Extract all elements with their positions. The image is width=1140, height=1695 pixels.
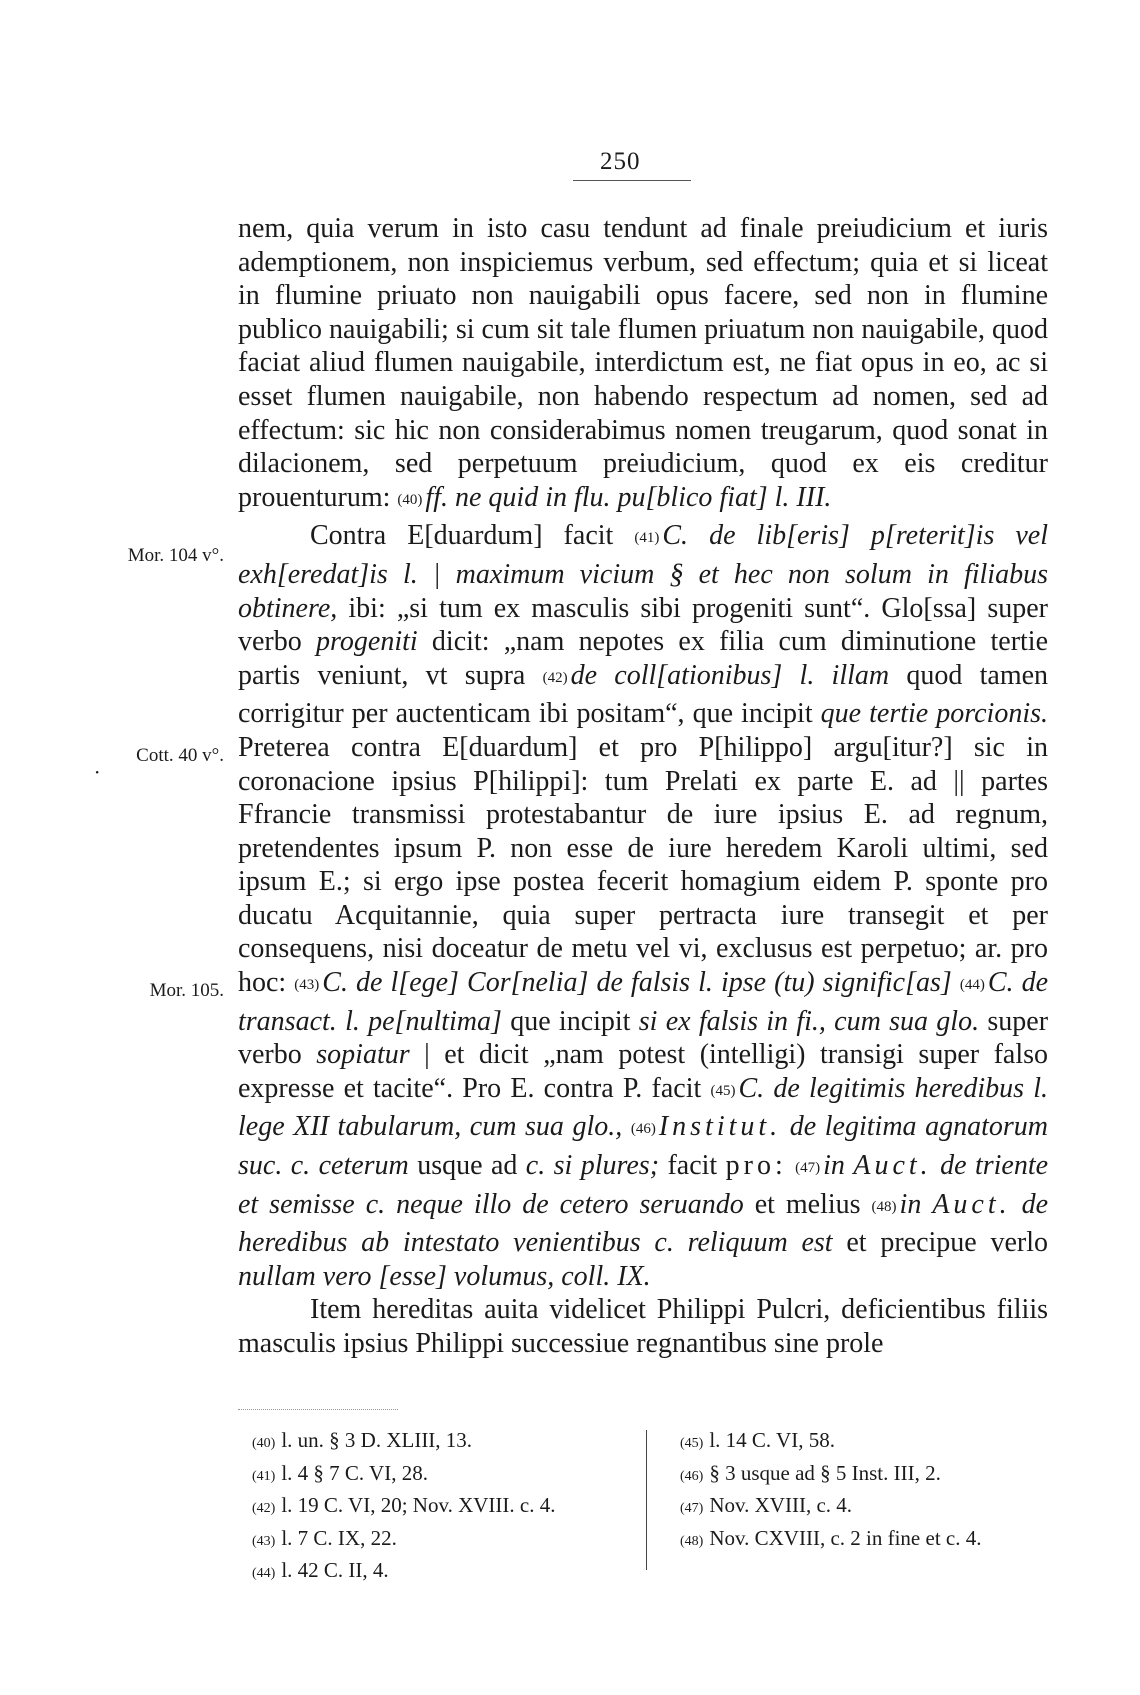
text-segment: Preterea contra E[duardum] et pro P[hilippo] argu[itur?] sic in coronacione ipsius P[hilippi]: tum Prelati ex parte E. ad || partes Ffrancie transmissi protestabantur de iure ipsius E. ad regnum, pretendentes ipsum P. non esse de iure heredem Karoli ultimi, sed ipsum E.; si ergo ipse postea fecerit homagium eidem P. sponte pro ducatu Acquitannie, quia super pertracta iure transegit et per consequens, nisi doceatur de metu vel vi, exclusus est perpetuo; ar. pro hoc:	[238, 731, 1048, 999]
footnote-text: Nov. CXVIII, c. 2 in fine et c. 4.	[709, 1525, 982, 1550]
citation: si ex falsis in fi., cum sua glo.	[638, 1005, 980, 1037]
footnote	[680, 1426, 1060, 1459]
page-number: 250	[600, 148, 641, 175]
paragraph-3: Item hereditas auita videlicet Philippi Pulcri, deficientibus filiis masculis ipsius Philippi successiue regnantibus sine prole	[238, 1294, 1048, 1359]
footnote	[252, 1524, 642, 1557]
footnote-number: (45)	[680, 1436, 704, 1451]
margin-note-cott-40: Cott. 40 v°.	[136, 745, 224, 766]
margin-dot: ·	[94, 760, 101, 784]
text-segment: quod tamen corrigitur per auctenticam ibi positam“, que incipit	[238, 659, 1049, 730]
paragraph-1	[238, 212, 1048, 519]
main-text	[238, 212, 1048, 1361]
citation: C. de l[ege] Cor[nelia] de falsis l. ipse (tu) signific[as]	[322, 967, 952, 999]
footnote	[680, 1491, 1060, 1524]
citation: in	[899, 1188, 922, 1220]
footnotes-right-column	[680, 1426, 1060, 1556]
text-segment: et melius	[754, 1188, 861, 1220]
footnote-number: (41)	[252, 1468, 276, 1484]
text-segment: | et dicit „nam potest (intelligi) transigi super falso expresse et tacite“. Pro E. contra P. facit	[238, 1039, 1048, 1104]
text-segment: pro:	[725, 1150, 787, 1182]
footnote-ref-47: (47)	[795, 1160, 821, 1177]
footnote-number: (42)	[252, 1501, 276, 1516]
footnote-text: l. 42 C. II, 4.	[281, 1558, 389, 1582]
footnote-number: (48)	[680, 1533, 704, 1549]
text-segment: dicit: „nam nepotes ex filia cum diminutione tertie partis veniunt, vt supra	[238, 626, 1049, 691]
footnote-number: (43)	[252, 1533, 276, 1549]
margin-note-mor-105: Mor. 105.	[149, 980, 224, 1001]
citation: de heredibus ab intestato venientibus c. reliquum est	[238, 1188, 1049, 1259]
text-segment: que incipit	[510, 1005, 631, 1037]
citation: C. de legitimis heredibus l. lege XII tabularum, cum sua glo.,	[238, 1072, 1049, 1143]
footnote-number: (47)	[680, 1501, 704, 1516]
footnote-text: l. 14 C. VI, 58.	[709, 1428, 835, 1452]
citation: de triente et semisse c. neque illo de cetero seruando	[238, 1150, 1049, 1220]
citation: de coll[ationibus] l. illam	[570, 659, 890, 691]
citation: sopiatur	[316, 1039, 410, 1071]
margin-note-mor-104: Mor. 104 v°.	[127, 545, 224, 566]
footnote-separator	[238, 1409, 398, 1410]
citation: Auct.	[853, 1150, 932, 1182]
citation: in	[823, 1150, 845, 1182]
footnote-ref-43: (43)	[294, 977, 320, 994]
footnote	[252, 1491, 642, 1524]
footnote-ref-41: (41)	[634, 530, 660, 547]
footnote	[252, 1556, 642, 1589]
citation: que tertie porcionis.	[820, 698, 1048, 730]
footnote-text: § 3 usque ad § 5 Inst. III, 2.	[709, 1460, 941, 1485]
footnotes-left-column	[252, 1426, 642, 1589]
footnote-text: l. 19 C. VI, 20; Nov. XVIII. c. 4.	[281, 1493, 556, 1517]
footnote-ref-40: (40)	[397, 491, 423, 508]
text-segment: et precipue verlo	[846, 1227, 1049, 1259]
text-segment: super verbo	[238, 1005, 1049, 1071]
citation: de legitima agnatorum suc. c. ceterum	[238, 1111, 1049, 1182]
footnote-ref-45: (45)	[710, 1082, 736, 1099]
citation: Auct.	[932, 1188, 1011, 1220]
page-number-rule	[573, 180, 691, 181]
text-segment: ibi: „si tum ex masculis sibi progeniti sunt“. Glo[ssa] super verbo	[238, 592, 1048, 658]
footnote	[252, 1459, 642, 1492]
footnote-number: (46)	[680, 1468, 704, 1484]
citation: ff. ne quid in flu. pu[blico fiat] l. III.	[425, 481, 832, 513]
footnote-number: (44)	[252, 1566, 276, 1581]
footnote-number: (40)	[252, 1436, 276, 1451]
citation: progeniti	[316, 626, 418, 658]
footnote-text: Nov. XVIII, c. 4.	[709, 1493, 853, 1517]
footnote-ref-48: (48)	[871, 1198, 897, 1215]
footnote-ref-44: (44)	[959, 977, 985, 994]
citation: Institut.	[658, 1111, 782, 1143]
text-segment: Contra E[duardum] facit	[310, 520, 614, 552]
citation: nullam vero [esse] volumus, coll. IX.	[238, 1260, 651, 1292]
footnote	[680, 1524, 1060, 1557]
citation: C. de transact. l. pe[nultima]	[238, 967, 1049, 1037]
footnote-ref-42: (42)	[542, 669, 568, 686]
footnote-text: l. 4 § 7 C. VI, 28.	[281, 1460, 428, 1485]
footnote-text: l. un. § 3 D. XLIII, 13.	[281, 1428, 473, 1452]
paragraph-2	[238, 519, 1048, 1293]
footnote-ref-46: (46)	[630, 1121, 656, 1138]
text-segment: facit	[667, 1150, 718, 1182]
text-segment: usque ad	[417, 1150, 518, 1182]
text-segment: nem, quia verum in isto casu tendunt ad finale preiudicium et iuris ademptionem, non inspiciemus verbum, sed effectum; quia et si liceat in flumine priuato non nauigabili opus facere, sed non in flumine publico nauigabili; si cum sit tale flumen priuatum non nauigabile, quod faciat aliud flumen nauigabile, interdictum est, ne fiat opus in eo, ac si esset flumen nauigabile, non habendo respectum ad nomen, sed ad effectum: sic hic non considerabimus nomen treugarum, quod sonat in dilacionem, sed perpetuum preiudicium, quod ex eis creditur prouenturum:	[238, 213, 1048, 513]
footnote-text: l. 7 C. IX, 22.	[281, 1525, 397, 1550]
citation: c. si plures;	[525, 1150, 660, 1182]
footnote-column-divider	[646, 1430, 647, 1570]
footnote	[252, 1426, 642, 1459]
citation: C. de lib[eris] p[reterit]is vel exh[eredat]is l. | maximum vicium § et hec non solum in filiabus obtinere,	[238, 520, 1049, 624]
footnote	[680, 1459, 1060, 1492]
